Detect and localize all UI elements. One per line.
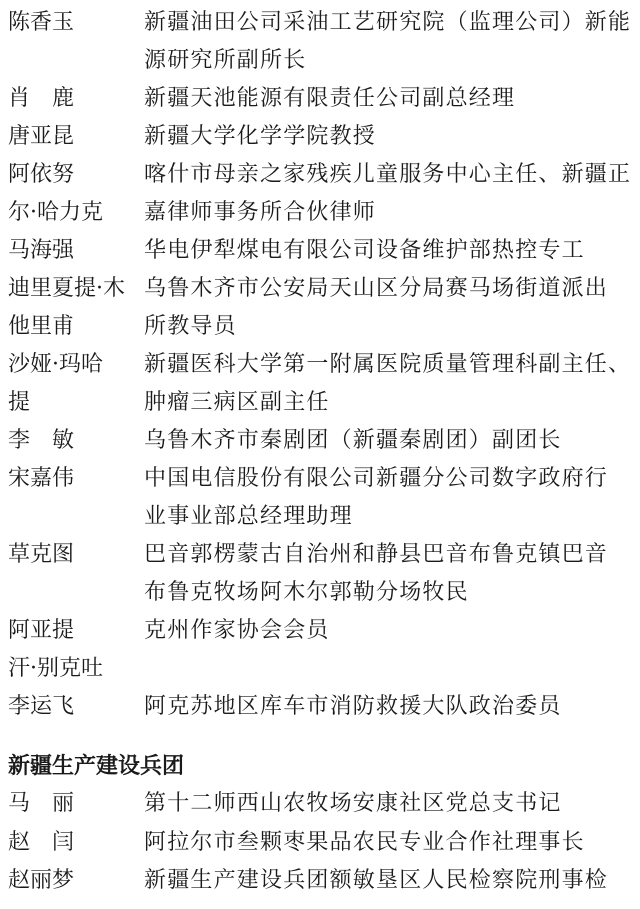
member-name: 唐亚昆 — [8, 124, 75, 149]
member-title: 新疆大学化学学院教授 — [144, 124, 377, 149]
member-title: 阿拉尔市叁颗枣果品农民专业合作社理事长 — [144, 830, 585, 855]
member-title: 新疆生产建设兵团额敏垦区人民检察院刑事检 — [144, 868, 609, 893]
member-title: 新疆油田公司采油工艺研究院（监理公司）新能 — [144, 10, 632, 35]
member-name: 草克图 — [8, 542, 75, 567]
member-title: 中国电信股份有限公司新疆分公司数字政府行 — [144, 466, 609, 491]
member-title: 源研究所副所长 — [144, 48, 307, 73]
member-name: 宋嘉伟 — [8, 466, 75, 491]
member-title: 喀什市母亲之家残疾儿童服务中心主任、新疆正 — [144, 162, 632, 187]
section-heading: 新疆生产建设兵团 — [8, 754, 185, 779]
member-title: 布鲁克牧场阿木尔郭勒分场牧民 — [144, 580, 469, 605]
member-title: 乌鲁木齐市秦剧团（新疆秦剧团）副团长 — [144, 428, 562, 453]
member-name: 肖 鹿 — [8, 86, 75, 111]
member-title: 阿克苏地区库车市消防救援大队政治委员 — [144, 694, 562, 719]
member-title: 克州作家协会会员 — [144, 618, 330, 643]
member-name: 汗·别克吐 — [8, 656, 103, 681]
member-title: 肿瘤三病区副主任 — [144, 390, 330, 415]
member-name: 陈香玉 — [8, 10, 75, 35]
member-name: 他里甫 — [8, 314, 75, 339]
member-name: 马 丽 — [8, 791, 75, 816]
member-title: 乌鲁木齐市公安局天山区分局赛马场街道派出 — [144, 276, 609, 301]
member-name: 阿亚提 — [8, 618, 75, 643]
member-title: 新疆医科大学第一附属医院质量管理科副主任、 — [144, 352, 632, 377]
member-name: 沙娅·玛哈 — [8, 352, 103, 377]
member-name: 迪里夏提·木 — [8, 276, 125, 301]
member-name: 马海强 — [8, 238, 75, 263]
member-title: 巴音郭楞蒙古自治州和静县巴音布鲁克镇巴音 — [144, 542, 609, 567]
member-name: 李 敏 — [8, 428, 75, 453]
member-name: 尔·哈力克 — [8, 200, 103, 225]
member-title: 所教导员 — [144, 314, 237, 339]
member-title: 业事业部总经理助理 — [144, 504, 353, 529]
member-title: 第十二师西山农牧场安康社区党总支书记 — [144, 791, 562, 816]
member-title: 华电伊犁煤电有限公司设备维护部热控专工 — [144, 238, 585, 263]
member-name: 提 — [8, 390, 31, 415]
member-name: 赵丽梦 — [8, 868, 75, 893]
member-title: 嘉律师事务所合伙律师 — [144, 200, 377, 225]
member-title: 新疆天池能源有限责任公司副总经理 — [144, 86, 516, 111]
member-name: 赵 闫 — [8, 830, 75, 855]
member-name: 李运飞 — [8, 694, 75, 719]
member-name: 阿依努 — [8, 162, 75, 187]
